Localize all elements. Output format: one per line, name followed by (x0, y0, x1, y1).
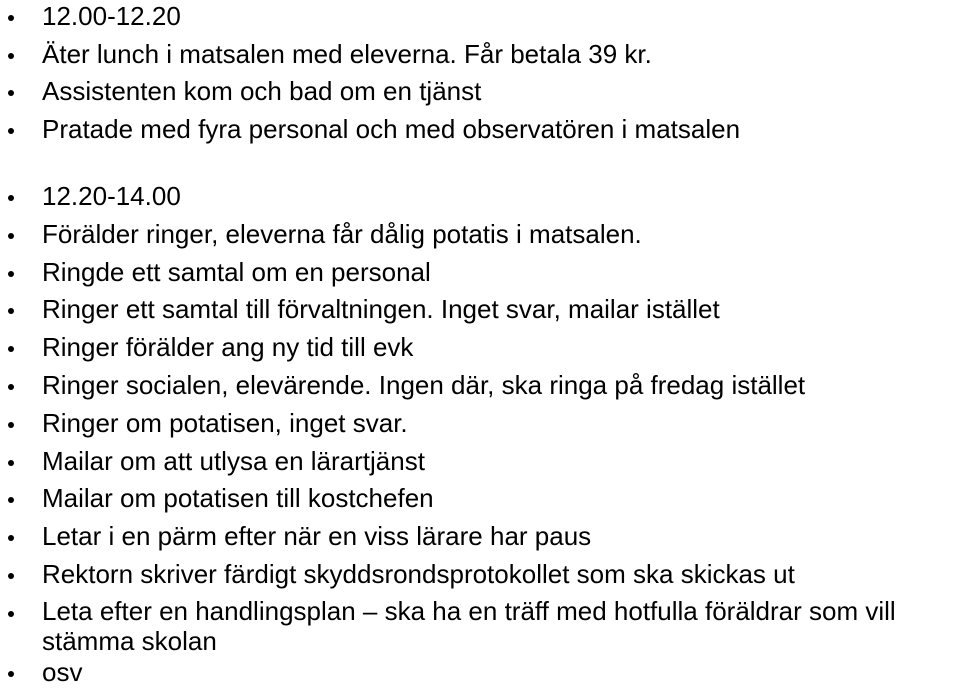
list-item-text: Ringer förälder ang ny tid till evk (42, 332, 414, 363)
bullet-icon (8, 308, 14, 314)
bullet-icon (8, 53, 14, 59)
bullet-icon (8, 128, 14, 134)
list-item (0, 596, 960, 656)
bullet-icon (8, 271, 14, 277)
bullet-icon (8, 90, 14, 96)
bullet-icon (8, 346, 14, 352)
list-item (0, 520, 960, 558)
list-item (0, 293, 960, 331)
list-item (0, 656, 960, 694)
list-item (0, 218, 960, 256)
bullet-icon (8, 384, 14, 390)
list-item (0, 180, 960, 218)
list-item-text: 12.00-12.20 (42, 1, 181, 31)
list-item-text: Ringer socialen, elevärende. Ingen där, ska ringa på fredag istället (42, 369, 806, 400)
bullet-icon (8, 573, 14, 579)
bullet-icon (8, 422, 14, 428)
bullet-icon (8, 535, 14, 541)
bullet-icon (8, 233, 14, 239)
list-item (0, 407, 960, 445)
list-item-text: Mailar om att utlysa en lärartjänst (42, 445, 425, 476)
list-item (0, 331, 960, 369)
bullet-list-lunch (0, 0, 960, 150)
list-item-text: Äter lunch i matsalen med eleverna. Får betala 39 kr. (42, 38, 652, 69)
list-item-text: Assistenten kom och bad om en tjänst (42, 76, 482, 106)
list-item-text: Letar i en pärm efter när en viss lärare har paus (42, 521, 592, 552)
list-item (0, 113, 960, 151)
list-item (0, 445, 960, 483)
list-item-text: osv (42, 656, 83, 687)
list-item-text: Leta efter en handlingsplan – ska ha en träff med hotfulla föräldrar som vill stämma skolan (42, 595, 896, 656)
bullet-icon (8, 611, 14, 617)
list-item-text: Ringer om potatisen, inget svar. (42, 407, 408, 438)
list-item-text: Rektorn skriver färdigt skyddsrondsprotokollet som ska skickas ut (42, 558, 795, 589)
list-item-text: Mailar om potatisen till kostchefen (42, 483, 434, 514)
list-item (0, 38, 960, 76)
bullet-icon (8, 671, 14, 677)
list-item-text: Förälder ringer, eleverna får dålig potatis i matsalen. (42, 218, 642, 249)
bullet-icon (8, 15, 14, 21)
list-item-text: 12.20-14.00 (42, 181, 181, 211)
list-item (0, 256, 960, 294)
bullet-list-afternoon (0, 180, 960, 694)
list-item (0, 0, 960, 38)
bullet-icon (8, 195, 14, 201)
bullet-icon (8, 460, 14, 466)
list-item-text: Pratade med fyra personal och med observatören i matsalen (42, 113, 741, 144)
list-item (0, 75, 960, 113)
list-item (0, 558, 960, 596)
bullet-icon (8, 497, 14, 503)
list-item-text: Ringer ett samtal till förvaltningen. Inget svar, mailar istället (42, 294, 720, 325)
list-item (0, 369, 960, 407)
list-item (0, 482, 960, 520)
list-item-text: Ringde ett samtal om en personal (42, 256, 431, 287)
